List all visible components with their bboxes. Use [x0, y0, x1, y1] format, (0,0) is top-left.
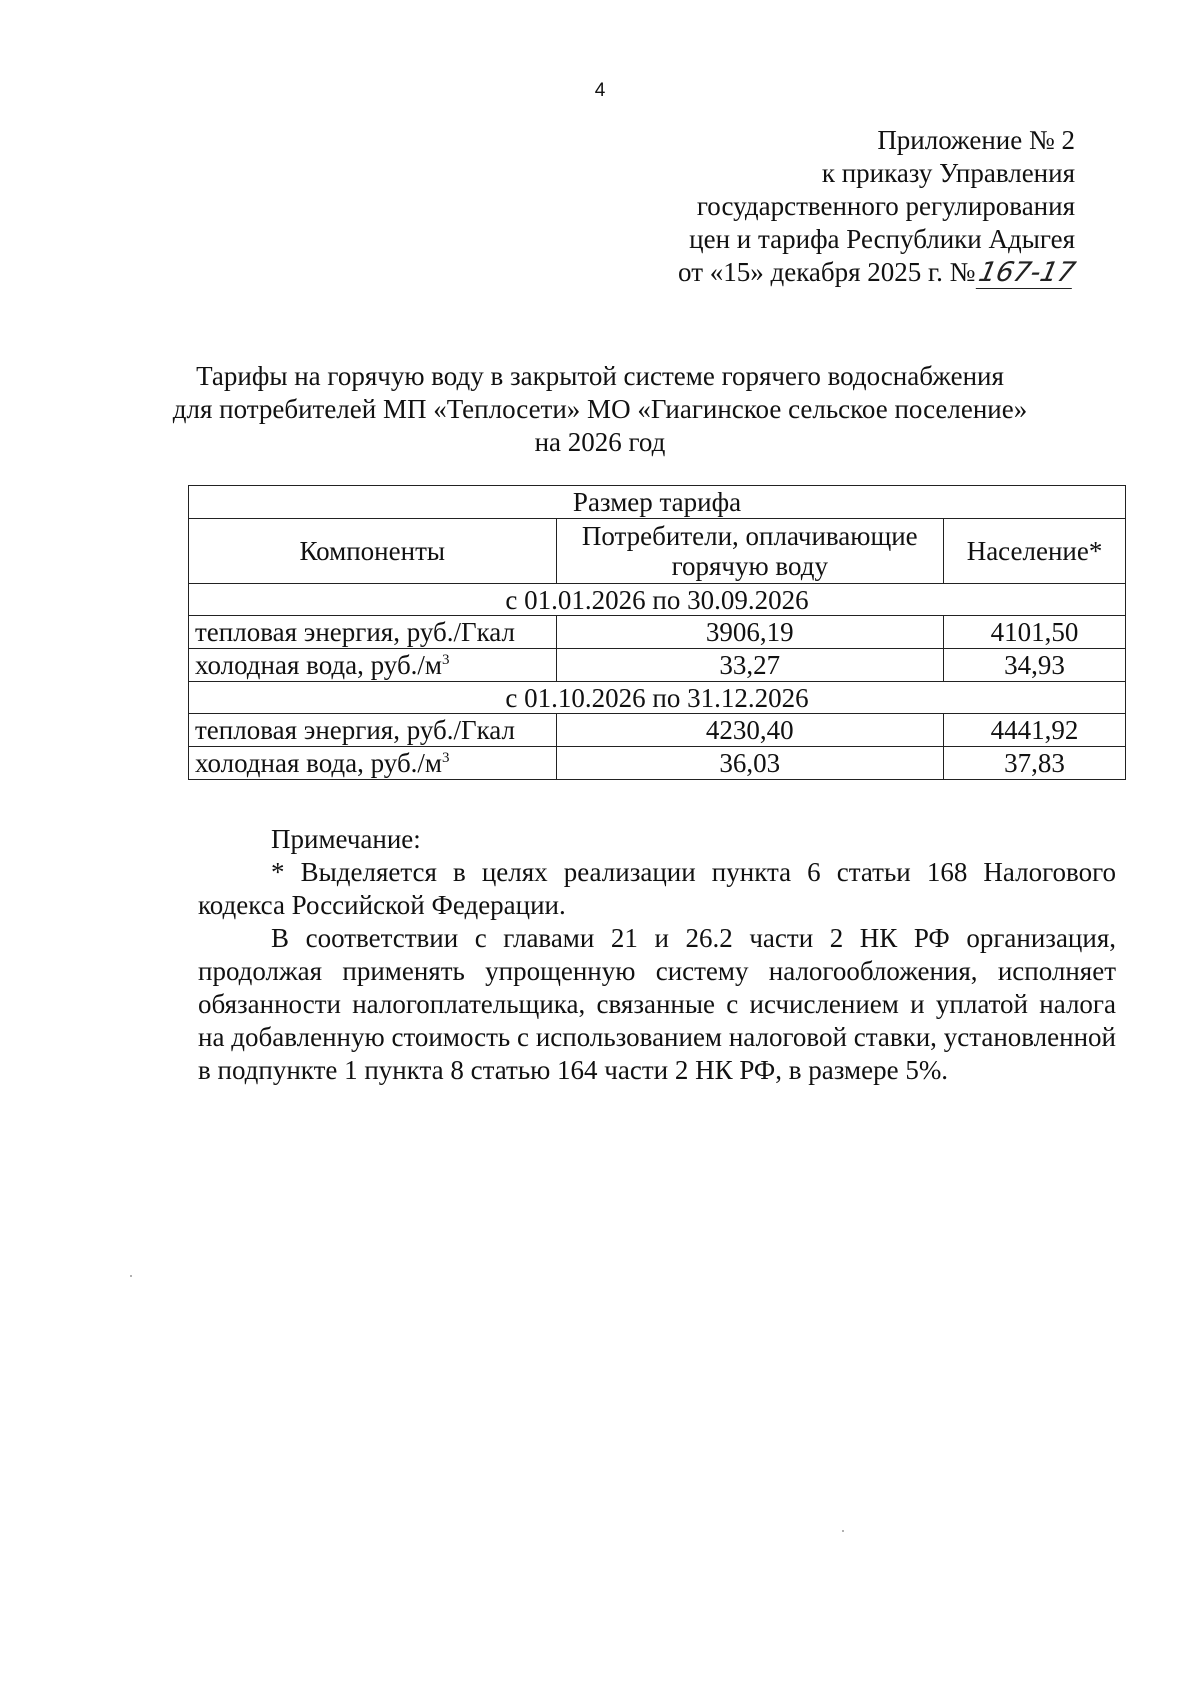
- table-row: [189, 714, 1126, 747]
- page-number: 4: [594, 80, 606, 101]
- header-population: Население*: [944, 519, 1126, 584]
- notes-section: [198, 823, 1116, 1087]
- appendix-line-5: [678, 256, 1079, 289]
- notes-label: Примечание:: [271, 824, 421, 854]
- tariff-table: [188, 485, 1126, 780]
- component-cell: [189, 714, 557, 747]
- table-row: [189, 649, 1126, 682]
- appendix-date-prefix: от «15» декабря 2025 г. №: [678, 257, 976, 287]
- component-cell: [189, 747, 557, 780]
- table-header-row-top: [189, 486, 1126, 519]
- component-text: холодная вода, руб./м: [195, 650, 443, 680]
- component-cell: [189, 616, 557, 649]
- period-label: с 01.01.2026 по 30.09.2026: [189, 584, 1126, 616]
- unit-superscript: 3: [442, 652, 450, 668]
- period-label: с 01.10.2026 по 31.12.2026: [189, 682, 1126, 714]
- note-asterisk: * Выделяется в целях реализации пункта 6 статьи 168 Налогового кодекса Российской Федерации.: [198, 857, 1116, 920]
- header-tariff-size: Размер тарифа: [189, 486, 1126, 519]
- document-title: [0, 360, 1200, 459]
- appendix-line-4: цен и тарифа Республики Адыгея: [689, 224, 1075, 254]
- table-period-row: [189, 584, 1126, 616]
- appendix-header: [678, 124, 1079, 289]
- header-components: Компоненты: [189, 519, 557, 584]
- note-tax: В соответствии с главами 21 и 26.2 части 2 НК РФ организация, продолжая применять упрощенную систему налогообложения, исполняет обязанности налогоплательщика, связанные с исчислением и уплатой налога на добавленную стоимость с использованием налоговой ставки, установленной в подпункте 1 пункта 8 статью 164 части 2 НК РФ, в размере 5%.: [198, 923, 1116, 1085]
- population-value: 34,93: [944, 649, 1126, 682]
- population-value: 4441,92: [944, 714, 1126, 747]
- scan-speck: [130, 1275, 132, 1277]
- population-value: 37,83: [944, 747, 1126, 780]
- handwritten-order-number: 167-17: [976, 257, 1079, 288]
- appendix-line-2: к приказу Управления: [821, 158, 1075, 188]
- consumers-value: 33,27: [556, 649, 944, 682]
- component-cell: [189, 649, 557, 682]
- table-row: [189, 747, 1126, 780]
- title-line-1: Тарифы на горячую воду в закрытой системе горячего водоснабжения: [196, 361, 1004, 391]
- population-value: 4101,50: [944, 616, 1126, 649]
- table-period-row: [189, 682, 1126, 714]
- consumers-value: 3906,19: [556, 616, 944, 649]
- component-text: тепловая энергия, руб./Гкал: [195, 617, 516, 647]
- unit-superscript: 3: [442, 750, 450, 766]
- component-text: тепловая энергия, руб./Гкал: [195, 715, 516, 745]
- consumers-value: 36,03: [556, 747, 944, 780]
- header-consumers: Потребители, оплачивающие горячую воду: [556, 519, 944, 584]
- appendix-line-3: государственного регулирования: [696, 191, 1075, 221]
- component-text: холодная вода, руб./м: [195, 748, 443, 778]
- title-line-2: для потребителей МП «Теплосети» МО «Гиагинское сельское поселение»: [172, 394, 1028, 424]
- title-line-3: на 2026 год: [534, 427, 666, 457]
- consumers-value: 4230,40: [556, 714, 944, 747]
- table-row: [189, 616, 1126, 649]
- scan-speck: [842, 1530, 844, 1532]
- table-header-row: [189, 519, 1126, 584]
- appendix-line-1: Приложение № 2: [877, 125, 1075, 155]
